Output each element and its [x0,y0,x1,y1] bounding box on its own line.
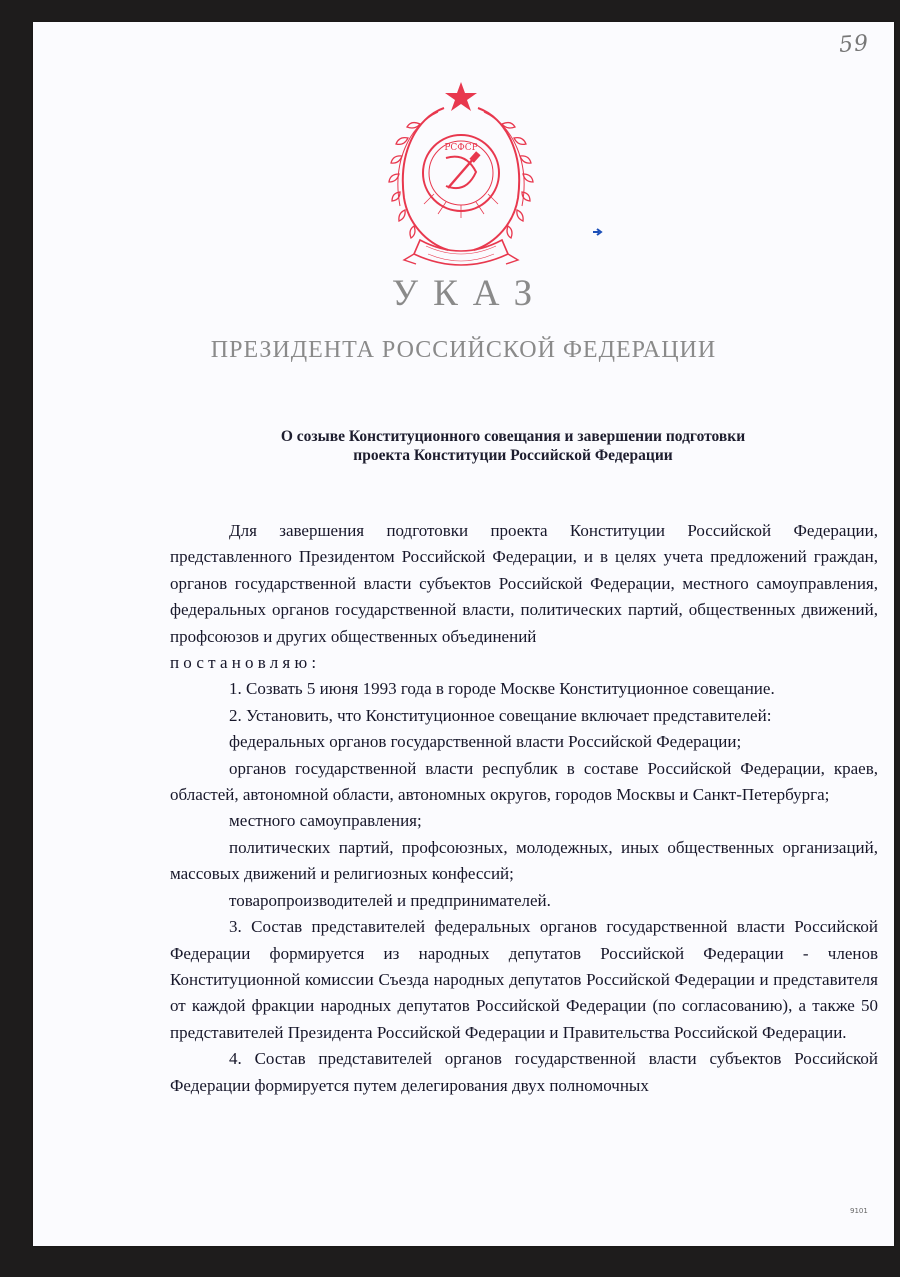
clause-subitem: федеральных органов государственной власти Российской Федерации; [229,732,742,752]
document-page [33,22,894,1246]
decree-word: постановляю: [170,653,321,673]
decree-title-line: О созыве Конституционного совещания и завершении подготовки [280,428,746,445]
clause-subitem: местного самоуправления; [229,811,422,831]
ink-mark-icon [592,227,604,237]
clause-subitem: товаропроизводителей и предпринимателей. [229,890,551,910]
clause-paragraph: 3. Состав представителей федеральных органов государственной власти Российской Федерации формируется из народных депутатов Российской Федерации - членов Конституционной комиссии Съезда народных депутатов Российской Федерации и представителя от каждой фракции народных депутатов Российской Федерации (по согласованию), а также 50 представителей Президента Российской Федерации и Правительства Российской Федерации. [170,917,878,1042]
print-code: 9101 [850,1207,868,1215]
clause-paragraph: 1. Созвать 5 июня 1993 года в городе Москве Конституционное совещание. [229,679,775,699]
emblem-text: РСФСР [444,143,478,153]
clause-subitem: органов государственной власти республик в составе Российской Федерации, краев, областей, автономной области, автономных округов, городов Москвы и Санкт-Петербурга; [170,758,878,805]
preamble-paragraph: Для завершения подготовки проекта Конституции Российской Федерации, представленного Президентом Российской Федерации, и в целях учета предложений граждан, органов государственной власти субъектов Российской Федерации, местного самоуправления, федеральных органов государственной власти, политических партий, общественных движений, профсоюзов и других общественных объединений [170,521,878,646]
decree-body [170,518,878,1099]
document-type-heading: УКАЗ [391,273,548,314]
decree-title [183,427,843,465]
issuer-heading: ПРЕЗИДЕНТА РОССИЙСКОЙ ФЕДЕРАЦИИ [210,337,717,363]
clause-paragraph: 2. Установить, что Конституционное совещание включает представителей: [229,705,772,725]
decree-title-line: проекта Конституции Российской Федерации [353,447,673,464]
clause-subitem: политических партий, профсоюзных, молодежных, иных общественных организаций, массовых движений и религиозных конфессий; [170,837,878,884]
clause-paragraph: 4. Состав представителей органов государственной власти субъектов Российской Федерации формируется путем делегирования двух полномочных [170,1049,878,1095]
rsfsr-emblem-icon [386,78,536,273]
archive-page-number: 59 [838,30,870,59]
